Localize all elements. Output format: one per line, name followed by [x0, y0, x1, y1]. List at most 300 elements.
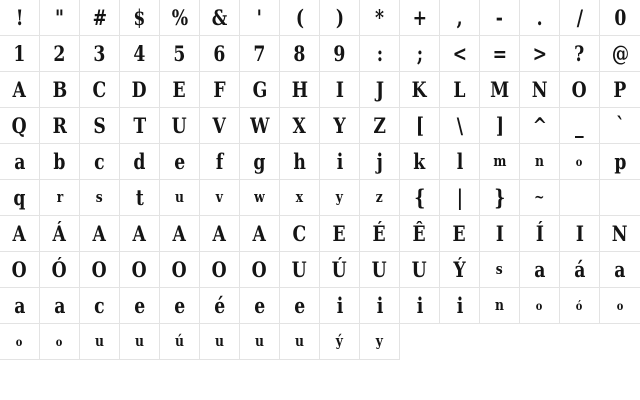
glyph-cell-empty — [360, 360, 400, 396]
glyph-cell-empty — [560, 324, 600, 360]
glyph-cell — [0, 0, 40, 36]
glyph-cell — [520, 108, 560, 144]
glyph-cell — [40, 288, 80, 324]
glyph-character: = — [492, 41, 507, 66]
glyph-cell — [520, 0, 560, 36]
glyph-character: n — [535, 152, 544, 170]
glyph-cell — [40, 36, 80, 72]
glyph-cell — [80, 144, 120, 180]
glyph-cell — [0, 216, 40, 252]
glyph-cell — [240, 36, 280, 72]
glyph-cell — [280, 216, 320, 252]
glyph-character: " — [55, 5, 64, 30]
glyph-character: I — [575, 221, 584, 246]
glyph-cell-empty — [440, 360, 480, 396]
glyph-cell-empty — [120, 360, 160, 396]
glyph-cell — [200, 288, 240, 324]
glyph-cell — [160, 216, 200, 252]
glyph-cell — [320, 252, 360, 288]
glyph-cell — [120, 0, 160, 36]
glyph-character: s — [96, 188, 103, 206]
glyph-character: w — [254, 188, 265, 206]
glyph-character: ý — [335, 332, 344, 350]
glyph-cell — [520, 216, 560, 252]
glyph-cell — [320, 180, 360, 216]
glyph-character: Z — [373, 113, 386, 138]
glyph-character: f — [215, 149, 224, 174]
glyph-cell — [480, 144, 520, 180]
glyph-character: Ê — [412, 221, 427, 246]
glyph-cell — [280, 108, 320, 144]
glyph-cell — [480, 180, 520, 216]
glyph-character: E — [172, 77, 187, 102]
glyph-cell — [280, 36, 320, 72]
glyph-character: { — [413, 185, 426, 210]
glyph-cell-empty — [400, 360, 440, 396]
glyph-cell — [200, 216, 240, 252]
glyph-character: ( — [295, 5, 304, 30]
glyph-character: c — [94, 149, 105, 174]
glyph-character: # — [92, 5, 107, 30]
glyph-cell — [440, 144, 480, 180]
glyph-character: j — [376, 149, 383, 174]
glyph-character: X — [292, 113, 307, 138]
glyph-cell-empty — [320, 360, 360, 396]
glyph-cell — [280, 288, 320, 324]
glyph-cell — [600, 252, 640, 288]
glyph-cell-empty — [600, 360, 640, 396]
glyph-character: a — [533, 257, 546, 282]
glyph-cell — [520, 180, 560, 216]
glyph-character: O — [11, 257, 27, 282]
glyph-cell — [40, 180, 80, 216]
glyph-character: T — [133, 113, 146, 138]
glyph-character: i — [376, 293, 383, 318]
glyph-character: c — [94, 293, 105, 318]
glyph-cell — [240, 180, 280, 216]
glyph-character: Ú — [331, 257, 348, 282]
glyph-character: > — [532, 41, 547, 66]
glyph-cell — [120, 36, 160, 72]
glyph-character: u — [135, 332, 144, 350]
glyph-cell — [280, 0, 320, 36]
glyph-cell — [120, 180, 160, 216]
glyph-character: o — [536, 298, 543, 313]
glyph-character: N — [612, 221, 628, 246]
glyph-character: u — [215, 332, 224, 350]
glyph-character: : — [376, 41, 383, 66]
glyph-character: S — [93, 113, 106, 138]
glyph-character: % — [171, 5, 188, 30]
glyph-cell — [160, 324, 200, 360]
glyph-cell — [400, 216, 440, 252]
glyph-character: i — [336, 149, 343, 174]
glyph-cell — [440, 36, 480, 72]
glyph-cell — [480, 288, 520, 324]
glyph-cell — [480, 72, 520, 108]
glyph-character: p — [613, 149, 627, 174]
glyph-cell — [280, 180, 320, 216]
glyph-character: ) — [335, 5, 344, 30]
glyph-cell — [80, 180, 120, 216]
glyph-cell-empty — [280, 360, 320, 396]
glyph-character: v — [215, 188, 224, 206]
glyph-cell — [360, 108, 400, 144]
glyph-cell — [120, 144, 160, 180]
glyph-cell — [480, 0, 520, 36]
glyph-character: i — [416, 293, 423, 318]
glyph-cell — [560, 108, 600, 144]
glyph-character: k — [413, 149, 426, 174]
glyph-character: y — [335, 188, 344, 206]
glyph-cell — [160, 36, 200, 72]
glyph-cell — [400, 180, 440, 216]
glyph-character: 5 — [173, 41, 186, 66]
glyph-cell — [600, 288, 640, 324]
glyph-character: @ — [611, 41, 629, 66]
glyph-character: 0 — [614, 5, 626, 30]
glyph-cell — [400, 288, 440, 324]
glyph-cell — [400, 252, 440, 288]
glyph-character: Ó — [51, 257, 67, 282]
glyph-cell — [440, 216, 480, 252]
glyph-character: 4 — [133, 41, 146, 66]
glyph-cell — [120, 108, 160, 144]
glyph-character: N — [531, 77, 548, 102]
glyph-character: m — [492, 152, 507, 170]
glyph-character: i — [336, 293, 343, 318]
glyph-cell — [120, 252, 160, 288]
glyph-character: d — [133, 149, 146, 174]
glyph-cell — [360, 324, 400, 360]
glyph-cell — [480, 252, 520, 288]
glyph-character: i — [456, 293, 463, 318]
glyph-character: É — [372, 221, 387, 246]
glyph-cell — [600, 108, 640, 144]
glyph-character: I — [495, 221, 504, 246]
glyph-character: t — [135, 185, 144, 210]
glyph-cell — [200, 324, 240, 360]
glyph-character: Á — [52, 221, 67, 246]
glyph-cell — [80, 288, 120, 324]
glyph-character: l — [456, 149, 463, 174]
glyph-cell — [560, 0, 600, 36]
glyph-cell — [0, 252, 40, 288]
glyph-cell — [240, 252, 280, 288]
glyph-cell — [80, 108, 120, 144]
glyph-cell — [560, 252, 600, 288]
glyph-cell-empty — [200, 360, 240, 396]
glyph-cell — [560, 288, 600, 324]
glyph-cell — [240, 324, 280, 360]
glyph-character: 8 — [293, 41, 306, 66]
glyph-character: Í — [535, 221, 544, 246]
glyph-cell — [360, 288, 400, 324]
glyph-cell — [160, 72, 200, 108]
glyph-character: A — [12, 221, 27, 246]
glyph-character: e — [174, 293, 185, 318]
glyph-character: b — [53, 149, 66, 174]
glyph-character: e — [294, 293, 305, 318]
glyph-cell — [360, 72, 400, 108]
glyph-cell — [560, 180, 600, 216]
glyph-character: O — [211, 257, 227, 282]
glyph-character: E — [332, 221, 347, 246]
glyph-character: z — [376, 188, 383, 206]
glyph-cell — [560, 36, 600, 72]
glyph-character: P — [613, 77, 627, 102]
glyph-character: u — [295, 332, 304, 350]
glyph-cell-empty — [40, 360, 80, 396]
glyph-character: 3 — [93, 41, 106, 66]
glyph-cell — [200, 36, 240, 72]
glyph-character: A — [252, 221, 267, 246]
glyph-character: U — [291, 257, 308, 282]
glyph-cell — [80, 36, 120, 72]
glyph-character: D — [132, 77, 147, 102]
glyph-cell — [440, 72, 480, 108]
glyph-cell — [360, 0, 400, 36]
glyph-cell — [520, 72, 560, 108]
glyph-character: n — [495, 296, 504, 314]
glyph-character: C — [292, 221, 307, 246]
glyph-cell — [240, 288, 280, 324]
glyph-character: r — [56, 188, 63, 206]
glyph-cell — [320, 144, 360, 180]
glyph-character: . — [536, 5, 543, 30]
glyph-cell — [0, 36, 40, 72]
glyph-character: K — [412, 77, 427, 102]
glyph-cell — [0, 144, 40, 180]
glyph-cell-empty — [80, 360, 120, 396]
glyph-cell — [360, 216, 400, 252]
glyph-cell-empty — [520, 360, 560, 396]
glyph-character: / — [576, 5, 583, 30]
glyph-character: 1 — [13, 41, 26, 66]
glyph-cell — [0, 108, 40, 144]
glyph-cell-empty — [240, 360, 280, 396]
glyph-cell — [280, 144, 320, 180]
glyph-character: U — [411, 257, 428, 282]
glyph-cell — [440, 0, 480, 36]
glyph-cell — [440, 252, 480, 288]
glyph-character: ? — [574, 41, 585, 66]
glyph-character: x — [295, 188, 304, 206]
glyph-cell — [560, 216, 600, 252]
glyph-cell-empty — [480, 324, 520, 360]
glyph-character: Q — [11, 113, 27, 138]
glyph-cell — [80, 252, 120, 288]
glyph-cell — [200, 108, 240, 144]
glyph-character: R — [52, 113, 67, 138]
glyph-character: e — [174, 149, 185, 174]
glyph-character: ] — [495, 113, 504, 138]
glyph-character: á — [573, 257, 586, 282]
glyph-cell — [560, 72, 600, 108]
glyph-character: $ — [133, 5, 146, 30]
glyph-cell — [440, 180, 480, 216]
glyph-character: H — [291, 77, 308, 102]
glyph-cell — [600, 144, 640, 180]
glyph-character: 7 — [253, 41, 266, 66]
glyph-character: q — [13, 185, 26, 210]
glyph-cell — [400, 144, 440, 180]
glyph-cell — [200, 180, 240, 216]
glyph-cell — [240, 144, 280, 180]
glyph-cell — [0, 324, 40, 360]
glyph-cell-empty — [600, 324, 640, 360]
glyph-character: ú — [175, 332, 184, 350]
glyph-cell — [160, 144, 200, 180]
glyph-cell — [440, 288, 480, 324]
glyph-character: - — [495, 5, 504, 30]
glyph-character: o — [576, 154, 583, 169]
glyph-cell — [480, 108, 520, 144]
glyph-character: U — [371, 257, 388, 282]
glyph-cell — [40, 216, 80, 252]
glyph-character: u — [175, 188, 184, 206]
glyph-cell — [120, 324, 160, 360]
glyph-cell — [0, 180, 40, 216]
glyph-cell — [280, 324, 320, 360]
glyph-cell — [200, 252, 240, 288]
glyph-character: \ — [456, 113, 463, 138]
glyph-cell — [600, 180, 640, 216]
glyph-character: J — [375, 77, 384, 102]
glyph-cell — [600, 36, 640, 72]
glyph-cell — [120, 288, 160, 324]
glyph-character: ; — [416, 41, 423, 66]
glyph-character: A — [132, 221, 147, 246]
glyph-character: u — [255, 332, 264, 350]
glyph-character: L — [453, 77, 466, 102]
glyph-cell — [320, 72, 360, 108]
glyph-character: } — [493, 185, 506, 210]
glyph-cell — [360, 180, 400, 216]
glyph-character: F — [213, 77, 226, 102]
glyph-character: o — [56, 334, 63, 349]
glyph-cell — [320, 216, 360, 252]
glyph-character: O — [571, 77, 587, 102]
glyph-character: + — [412, 5, 427, 30]
glyph-character: ~ — [534, 188, 545, 206]
glyph-cell — [440, 108, 480, 144]
glyph-cell — [400, 0, 440, 36]
glyph-character: W — [249, 113, 270, 138]
glyph-cell — [400, 108, 440, 144]
glyph-character: s — [496, 260, 503, 278]
glyph-cell-empty — [440, 324, 480, 360]
glyph-character: _ — [575, 113, 584, 138]
glyph-character: a — [13, 293, 26, 318]
glyph-cell — [160, 252, 200, 288]
glyph-character: A — [172, 221, 187, 246]
glyph-cell — [200, 0, 240, 36]
glyph-character: O — [131, 257, 147, 282]
glyph-character: I — [335, 77, 344, 102]
glyph-cell — [40, 108, 80, 144]
glyph-cell — [80, 72, 120, 108]
glyph-cell — [480, 216, 520, 252]
glyph-cell — [600, 216, 640, 252]
glyph-cell — [160, 108, 200, 144]
glyph-character: < — [452, 41, 467, 66]
glyph-character: ^ — [532, 113, 547, 138]
glyph-character: , — [456, 5, 463, 30]
glyph-character: 2 — [53, 41, 66, 66]
glyph-cell — [80, 216, 120, 252]
glyph-cell-empty — [400, 324, 440, 360]
glyph-character: a — [53, 293, 66, 318]
glyph-cell-empty — [160, 360, 200, 396]
glyph-cell — [200, 144, 240, 180]
glyph-character: O — [171, 257, 187, 282]
glyph-cell — [120, 72, 160, 108]
glyph-character: g — [253, 149, 266, 174]
glyph-cell — [160, 0, 200, 36]
glyph-cell — [160, 288, 200, 324]
glyph-cell — [40, 324, 80, 360]
glyph-character: & — [211, 5, 228, 30]
glyph-cell — [160, 180, 200, 216]
glyph-character: é — [214, 293, 225, 318]
glyph-character: B — [52, 77, 67, 102]
glyph-cell — [360, 36, 400, 72]
glyph-cell — [0, 72, 40, 108]
glyph-cell — [280, 72, 320, 108]
glyph-character: ' — [256, 5, 263, 30]
glyph-character: A — [92, 221, 107, 246]
glyph-character: a — [13, 149, 26, 174]
glyph-cell — [320, 108, 360, 144]
glyph-character: ! — [15, 5, 24, 30]
glyph-character: o — [616, 298, 624, 313]
glyph-cell — [520, 144, 560, 180]
glyph-character: M — [489, 77, 510, 102]
glyph-cell — [40, 0, 80, 36]
glyph-cell — [400, 72, 440, 108]
glyph-character: E — [452, 221, 467, 246]
glyph-cell — [120, 216, 160, 252]
glyph-cell — [240, 0, 280, 36]
glyph-cell-empty — [560, 360, 600, 396]
glyph-character: O — [251, 257, 267, 282]
glyph-cell — [520, 252, 560, 288]
glyph-character: U — [171, 113, 188, 138]
glyph-character: [ — [415, 113, 424, 138]
glyph-cell — [40, 144, 80, 180]
glyph-character: u — [95, 332, 104, 350]
glyph-character: | — [456, 185, 463, 210]
glyph-cell — [40, 252, 80, 288]
glyph-cell — [320, 324, 360, 360]
glyph-cell — [80, 0, 120, 36]
glyph-character: A — [12, 77, 27, 102]
glyph-character: y — [375, 332, 384, 350]
glyph-character: C — [92, 77, 107, 102]
glyph-cell — [40, 72, 80, 108]
glyph-cell — [280, 252, 320, 288]
glyph-cell — [320, 0, 360, 36]
glyph-character: e — [254, 293, 265, 318]
glyph-character: * — [374, 5, 384, 30]
glyph-cell — [560, 144, 600, 180]
glyph-cell — [400, 36, 440, 72]
glyph-character: O — [91, 257, 107, 282]
glyph-cell — [80, 324, 120, 360]
glyph-character: o — [16, 334, 23, 349]
glyph-character: e — [134, 293, 145, 318]
